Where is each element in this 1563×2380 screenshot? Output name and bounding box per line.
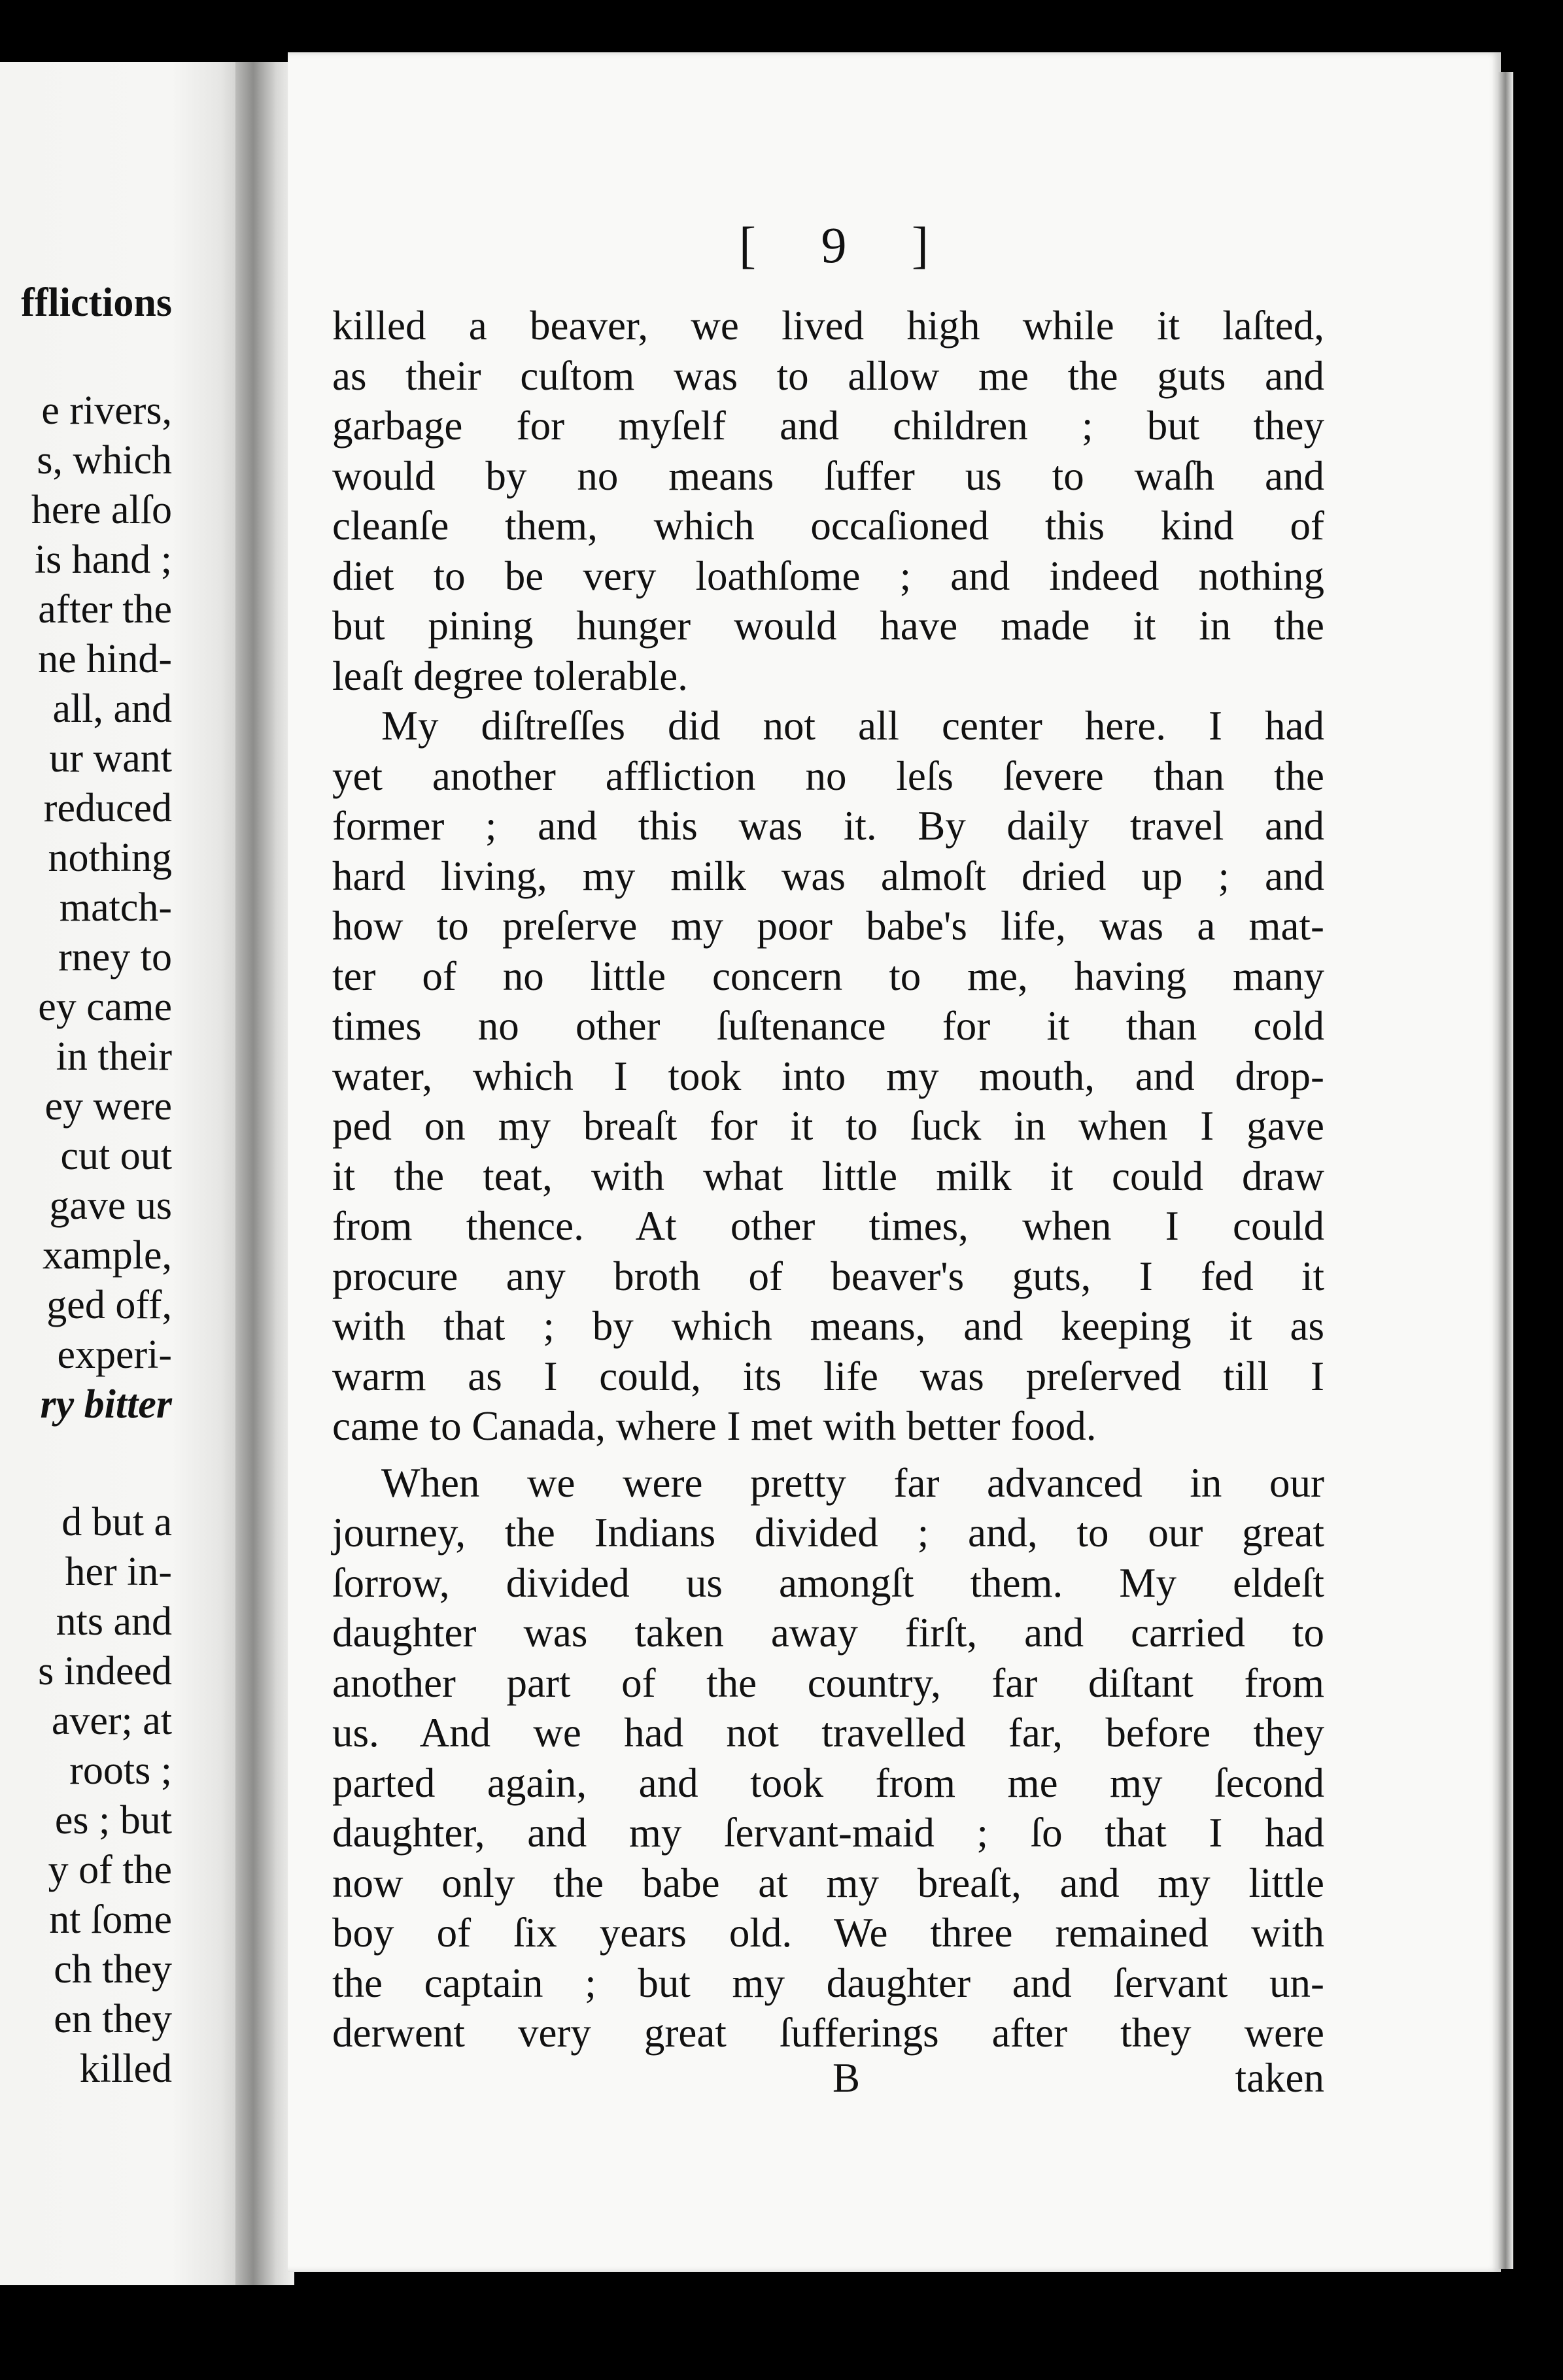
text-line: journey, the Indians divided ; and, to our great xyxy=(332,1510,1324,1556)
text-line: us. And we had not travelled far, before they xyxy=(332,1710,1324,1756)
text-line: ſorrow, divided us amongſt them. My eldeſt xyxy=(332,1559,1324,1606)
left-page-line: fflictions xyxy=(21,280,172,325)
text-line: cleanſe them, which occaſioned this kind of xyxy=(332,503,1324,549)
left-page-line: nothing xyxy=(48,836,172,880)
text-line: leaſt degree tolerable. xyxy=(332,653,688,699)
left-page-line: s, which xyxy=(37,438,172,483)
text-line: When we were pretty far advanced in our xyxy=(381,1459,1324,1506)
text-line: ter of no little concern to me, having many xyxy=(332,953,1324,999)
book-gutter xyxy=(235,62,294,2285)
signature-mark: B xyxy=(833,2055,861,2101)
text-line: the captain ; but my daughter and ſervant un- xyxy=(332,1960,1324,2006)
left-page-line: ch they xyxy=(54,1947,172,1992)
page-number-heading: [ 9 ] xyxy=(739,216,955,273)
text-line: boy of ſix years old. We three remained with xyxy=(332,1910,1324,1956)
text-line: how to preſerve my poor babe's life, was a mat- xyxy=(332,903,1324,949)
left-page-line: gave us xyxy=(49,1183,172,1228)
left-page-line: en they xyxy=(54,1997,172,2041)
text-line: times no other ſuſtenance for it than cold xyxy=(332,1003,1324,1049)
text-line: killed a beaver, we lived high while it laſted, xyxy=(332,303,1324,348)
text-line: another part of the country, far diſtant from xyxy=(332,1659,1324,1706)
left-page-line: ged off, xyxy=(46,1283,172,1327)
text-line: from thence. At other times, when I could xyxy=(332,1203,1324,1249)
text-line: yet another affliction no leſs ſevere than the xyxy=(332,753,1324,799)
left-page-line: match- xyxy=(59,885,172,930)
text-line: ped on my breaſt for it to ſuck in when I gave xyxy=(332,1103,1324,1149)
left-page-line: her in- xyxy=(65,1550,172,1594)
left-page-line: ne hind- xyxy=(38,637,172,681)
text-line: would by no means ſuffer us to waſh and xyxy=(332,452,1324,499)
catchword: taken xyxy=(1235,2055,1324,2101)
left-page-line: reduced xyxy=(43,786,172,830)
left-page-line: ur want xyxy=(49,736,172,781)
text-line: My diſtreſſes did not all center here. I had xyxy=(381,703,1324,749)
left-page-line: ry bitter xyxy=(40,1382,172,1427)
left-page-line: killed xyxy=(79,2047,172,2091)
left-page-line: here alſo xyxy=(31,488,172,532)
left-page-line: y of the xyxy=(48,1848,172,1892)
left-page-line: all, and xyxy=(52,687,172,731)
text-line: procure any broth of beaver's guts, I fed it xyxy=(332,1253,1324,1299)
text-line: as their cuſtom was to allow me the guts and xyxy=(332,352,1324,399)
text-line: with that ; by which means, and keeping it as xyxy=(332,1303,1324,1349)
text-line: water, which I took into my mouth, and drop- xyxy=(332,1053,1324,1099)
text-line: diet to be very loathſome ; and indeed nothing xyxy=(332,552,1324,599)
page-edge xyxy=(1498,72,1513,2269)
left-page-line: in their xyxy=(56,1034,172,1079)
left-facing-page xyxy=(0,62,245,2285)
left-page-line: rney to xyxy=(58,935,172,979)
left-page-line: ey came xyxy=(38,985,172,1029)
left-page-line: es ; but xyxy=(54,1798,172,1843)
text-line: former ; and this was it. By daily travel and xyxy=(332,803,1324,849)
left-page-line: e rivers, xyxy=(41,388,172,433)
left-page-line: nts and xyxy=(56,1599,172,1644)
left-page-line: s indeed xyxy=(38,1649,172,1693)
body-text xyxy=(332,301,1324,2058)
left-page-line: experi- xyxy=(57,1333,172,1377)
text-line: but pining hunger would have made it in the xyxy=(332,603,1324,649)
left-page-line: d but a xyxy=(61,1500,172,1544)
left-page-line: roots ; xyxy=(69,1748,172,1793)
left-page-line: aver; at xyxy=(51,1699,172,1743)
text-line: hard living, my milk was almoſt dried up ; and xyxy=(332,853,1324,899)
text-line: daughter was taken away firſt, and carried to xyxy=(332,1610,1324,1656)
text-line: garbage for myſelf and children ; but they xyxy=(332,403,1324,449)
text-line: came to Canada, where I met with better food. xyxy=(332,1403,1097,1449)
text-line: derwent very great ſufferings after they were xyxy=(332,2010,1324,2056)
text-line: warm as I could, its life was preſerved till I xyxy=(332,1353,1324,1399)
text-line: now only the babe at my breaſt, and my little xyxy=(332,1860,1324,1906)
text-line: daughter, and my ſervant-maid ; ſo that I had xyxy=(332,1810,1324,1856)
left-page-line: ey were xyxy=(44,1084,172,1129)
text-line: parted again, and took from me my ſecond xyxy=(332,1760,1324,1806)
text-line: it the teat, with what little milk it could draw xyxy=(332,1153,1324,1199)
left-page-line: cut out xyxy=(60,1134,172,1178)
left-page-line: nt ſome xyxy=(49,1897,172,1942)
left-page-line: xample, xyxy=(43,1233,172,1278)
left-page-line: is hand ; xyxy=(34,537,172,582)
left-page-line: after the xyxy=(38,587,172,632)
